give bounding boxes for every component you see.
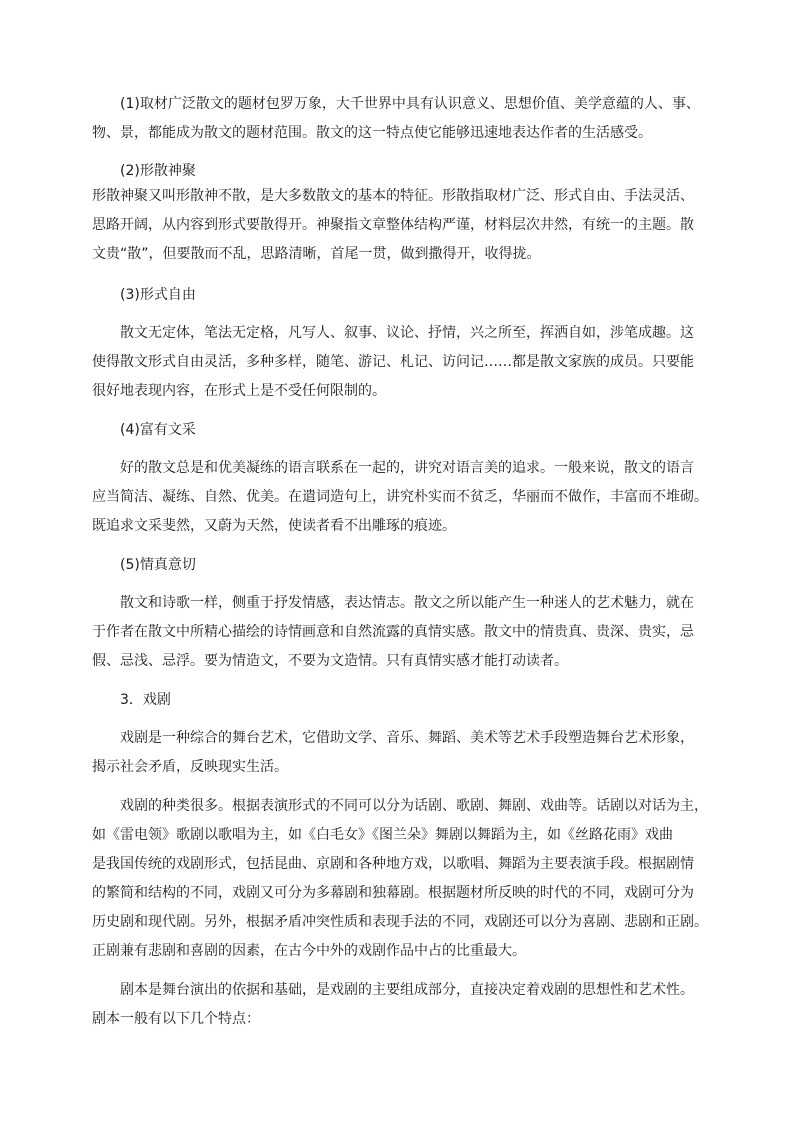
text-line: 3．戏剧: [120, 692, 171, 708]
text-line: 假、忌浅、忌浮。要为情造文，不要为文造情。只有真情实感才能打动读者。: [92, 653, 568, 669]
text-line: 既追求文采斐然，又蔚为天然，使读者看不出雕琢的痕迹。: [92, 518, 456, 534]
text-line: (5)情真意切: [120, 557, 196, 573]
text-line: 文贵“散”，但要散而不乱，思路清晰，首尾一贯，做到撒得开，收得拢。: [92, 246, 541, 262]
text-line: 形散神聚又叫形散神不散，是大多数散文的基本的特征。形散指取材广泛、形式自由、手法灵活、: [92, 188, 694, 204]
text-line: 戏剧的种类很多。根据表演形式的不同可以分为话剧、歌剧、舞剧、戏曲等。话剧以对话为主，: [120, 798, 708, 814]
text-line: 剧本一般有以下几个特点：: [92, 1011, 260, 1027]
text-line: 于作者在散文中所精心描绘的诗情画意和自然流露的真情实感。散文中的情贵真、贵深、贵实，忌: [92, 624, 694, 640]
text-line: 散文无定体，笔法无定格，凡写人、叙事、议论、抒情，兴之所至，挥洒自如，涉笔成趣。这: [120, 325, 694, 341]
paragraph-true-feeling: [92, 589, 712, 676]
text-line: 很好地表现内容，在形式上是不受任何限制的。: [92, 383, 386, 399]
text-line: 的繁简和结构的不同，戏剧又可分为多幕剧和独幕剧。根据题材所反映的时代的不同，戏剧可分为: [92, 885, 694, 901]
heading-literary-grace: [92, 416, 712, 445]
paragraph-material-wide: [92, 90, 712, 148]
text-line: 历史剧和现代剧。另外，根据矛盾冲突性质和表现手法的不同，戏剧还可以分为喜剧、悲剧和正剧。: [92, 914, 708, 930]
text-line: 是我国传统的戏剧形式，包括昆曲、京剧和各种地方戏，以歌唱、舞蹈为主要表演手段。根据剧情: [92, 856, 694, 872]
paragraph-literary-grace: [92, 454, 712, 541]
paragraph-script: [92, 976, 712, 1034]
paragraph-free-form: [92, 319, 712, 406]
text-line: (4)富有文采: [120, 422, 196, 438]
paragraph-drama-types: [92, 792, 712, 966]
paragraph-drama-definition: [92, 724, 712, 782]
text-line: 好的散文总是和优美凝练的语言联系在一起的，讲究对语言美的追求。一般来说，散文的语言: [120, 460, 694, 476]
text-line: 戏剧是一种综合的舞台艺术，它借助文学、音乐、舞蹈、美术等艺术手段塑造舞台艺术形象，: [120, 730, 694, 746]
text-line: 如《雷电领》歌剧以歌唱为主，如《白毛女》《图兰朵》舞剧以舞蹈为主，如《丝路花雨》戏曲: [92, 827, 673, 843]
text-line: 正剧兼有悲剧和喜剧的因素，在古今中外的戏剧作品中占的比重最大。: [92, 943, 526, 959]
text-line: 散文和诗歌一样，侧重于抒发情感，表达情志。散文之所以能产生一种迷人的艺术魅力，就在: [120, 595, 694, 611]
text-line: 思路开阔，从内容到形式要散得开。神聚指文章整体结构严谨，材料层次井然，有统一的主题。散: [92, 217, 694, 233]
text-line: 揭示社会矛盾，反映现实生活。: [92, 759, 288, 775]
text-line: (3)形式自由: [120, 287, 196, 303]
heading-true-feeling: [92, 551, 712, 580]
text-line: (2)形散神聚: [120, 163, 196, 179]
heading-free-form: [92, 281, 712, 310]
text-line: 应当简洁、凝练、自然、优美。在遣词造句上，讲究朴实而不贫乏，华丽而不做作，丰富而不堆砌。: [92, 489, 708, 505]
heading-drama: [92, 686, 712, 715]
text-line: (1)取材广泛散文的题材包罗万象，大千世界中具有认识意义、思想价值、美学意蕴的人、事、: [120, 96, 700, 112]
paragraph-form-scattered: [92, 182, 712, 269]
text-line: 剧本是舞台演出的依据和基础，是戏剧的主要组成部分，直接决定着戏剧的思想性和艺术性。: [120, 982, 694, 998]
text-line: 使得散文形式自由灵活，多种多样，随笔、游记、札记、访问记……都是散文家族的成员。只要能: [92, 354, 694, 370]
text-line: 物、景，都能成为散文的题材范围。散文的这一特点使它能够迅速地表达作者的生活感受。: [92, 125, 652, 141]
